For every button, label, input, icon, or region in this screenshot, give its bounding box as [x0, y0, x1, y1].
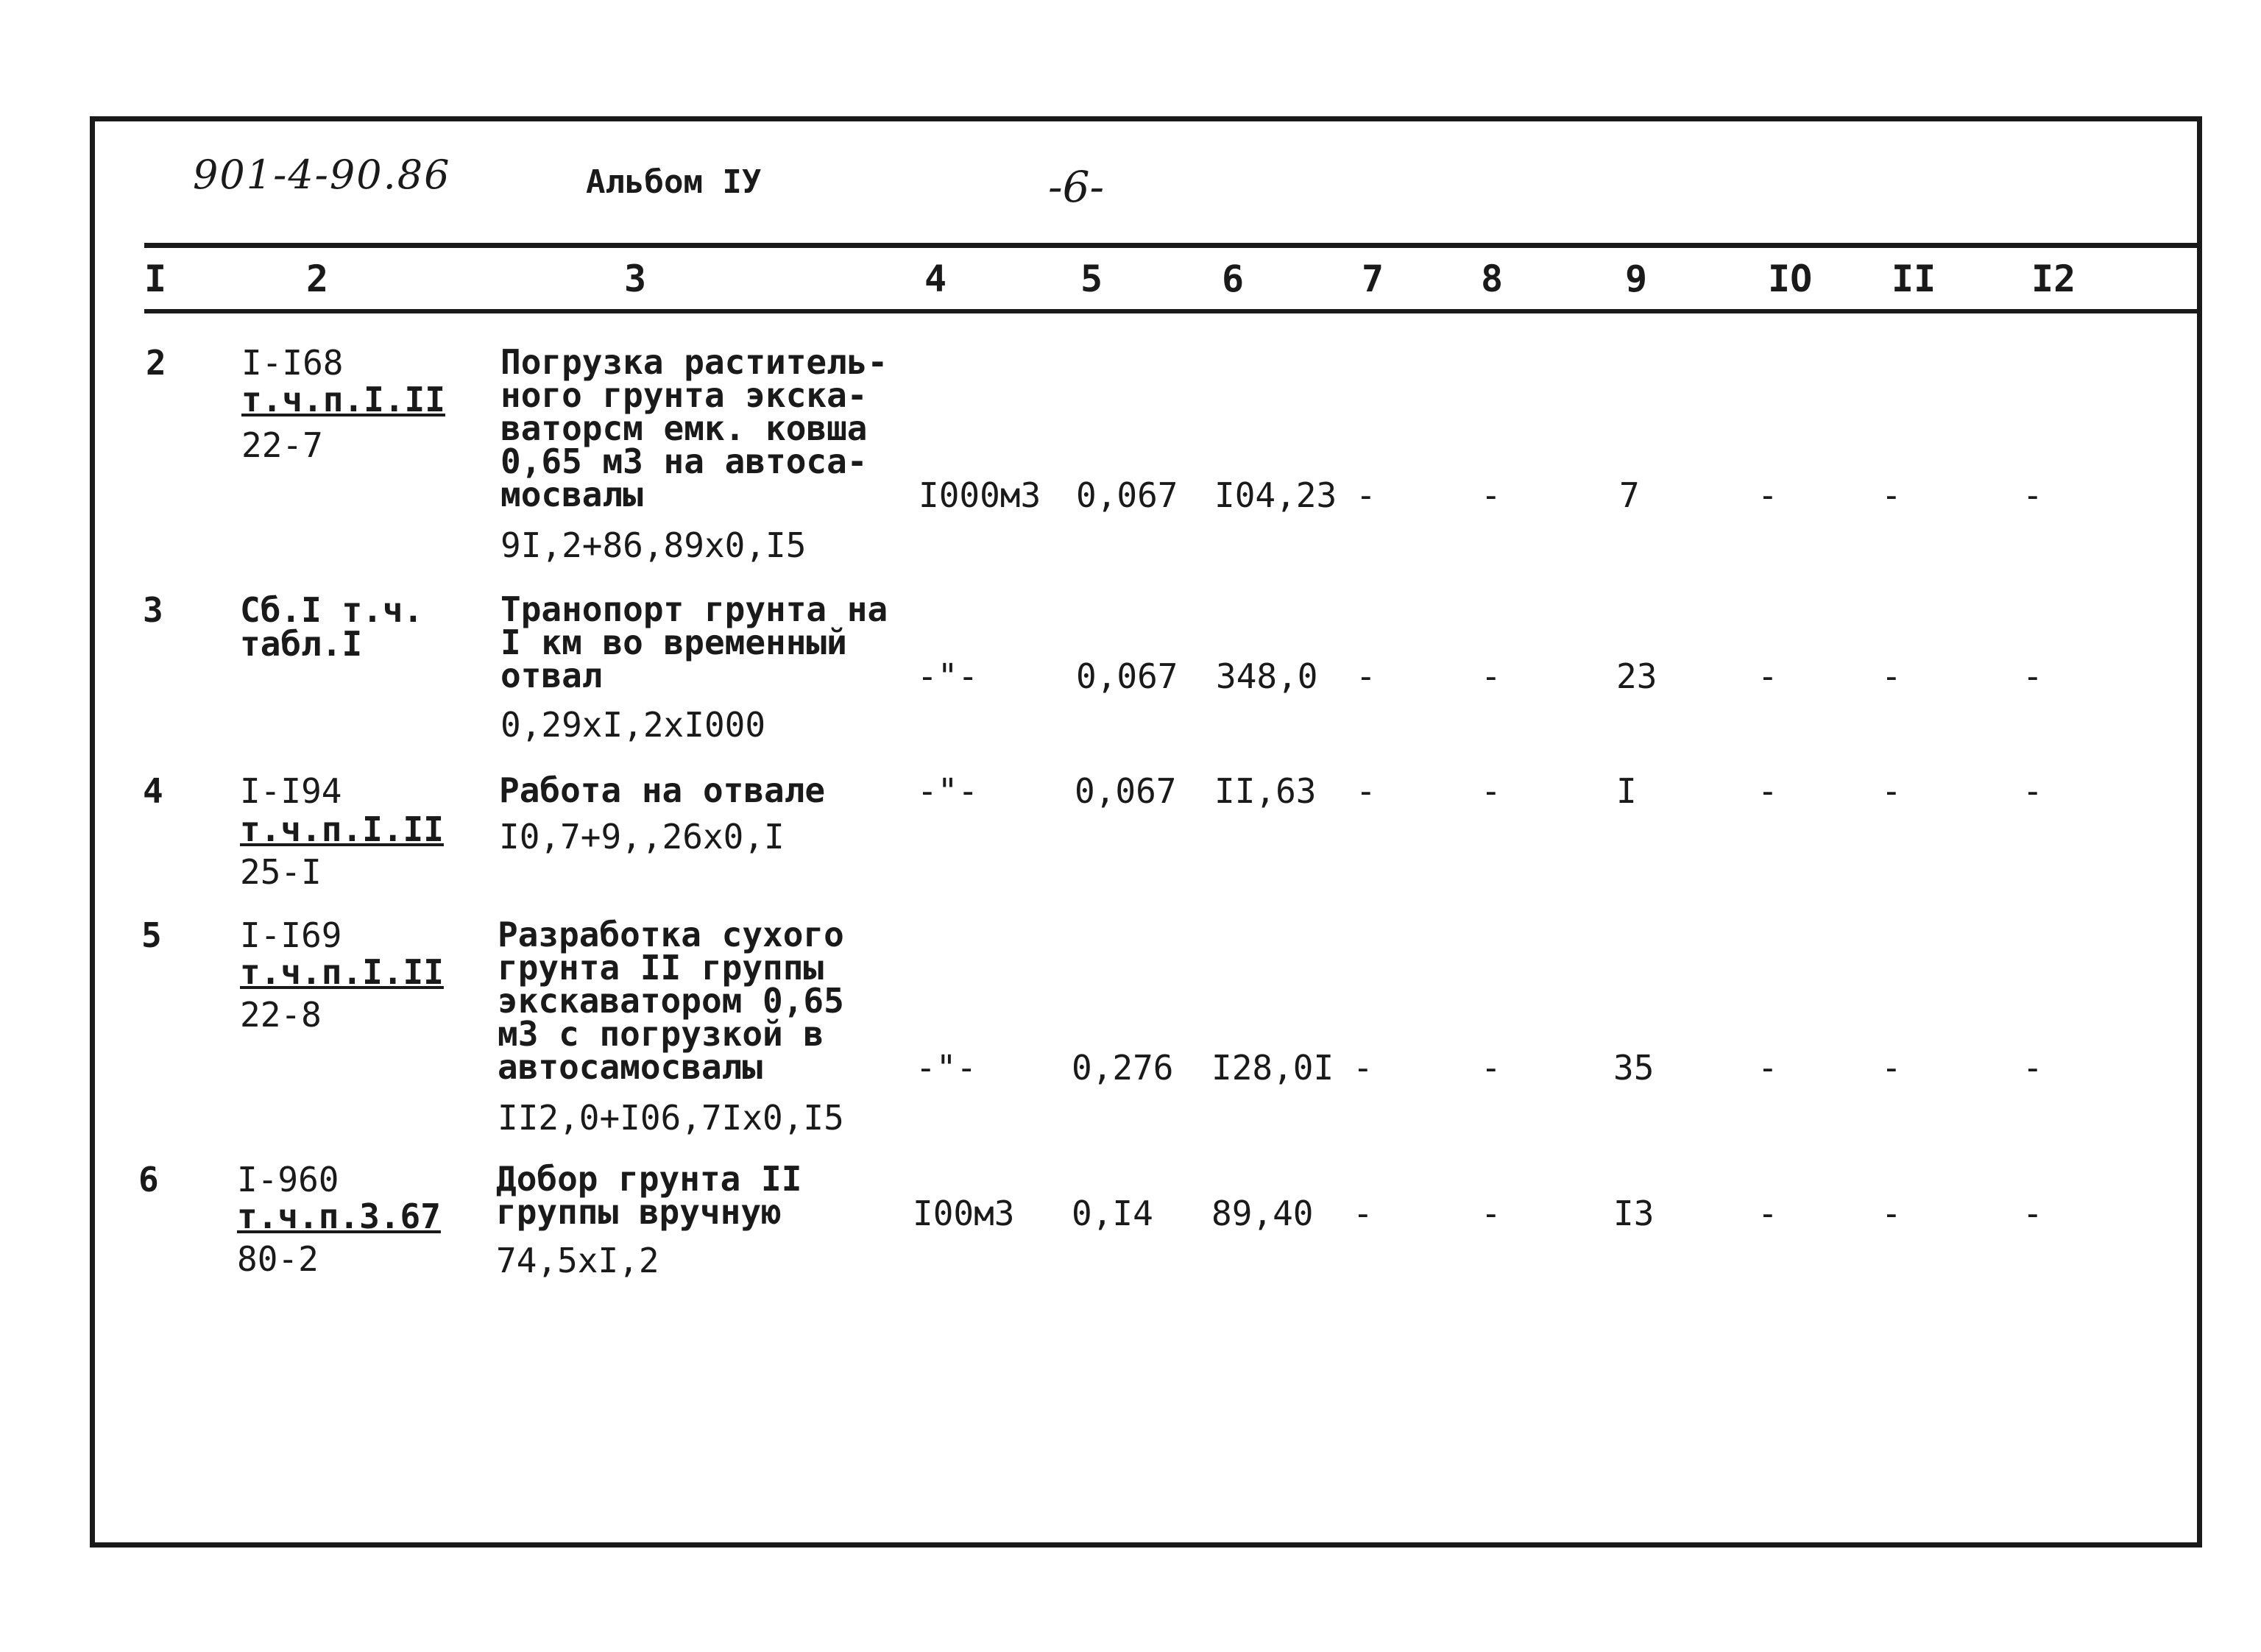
price-formula: II2,0+I06,7Ix0,I5	[498, 1098, 844, 1138]
col7-cell: -	[1356, 475, 1376, 515]
col8-cell: -	[1481, 771, 1501, 811]
unit-cell: -"-	[916, 1048, 977, 1088]
header-rule-bottom	[144, 309, 2202, 313]
unit-price-cell: II,63	[1214, 771, 1317, 811]
col8-cell: -	[1481, 656, 1501, 696]
work-description: Добор грунта II группы вручную	[496, 1159, 802, 1232]
col12-cell: -	[2023, 1048, 2043, 1088]
col-header-4: 4	[924, 258, 947, 300]
norm-reference: т.ч.п.I.II	[240, 952, 444, 992]
col-header-1: I	[144, 258, 167, 300]
header-rule-top	[144, 243, 2202, 248]
norm-code: Сб.I т.ч.	[240, 590, 424, 630]
row-number: 4	[143, 771, 163, 811]
col10-cell: -	[1758, 1194, 1778, 1233]
col-header-10: IO	[1768, 258, 1813, 300]
unit-cell: -"-	[917, 656, 979, 696]
col-header-7: 7	[1362, 258, 1384, 300]
col11-cell: -	[1881, 475, 1902, 515]
col9-cell: 35	[1613, 1048, 1655, 1088]
col-header-6: 6	[1222, 258, 1245, 300]
unit-price-cell: I28,0I	[1211, 1048, 1334, 1088]
col7-cell: -	[1356, 771, 1376, 811]
col9-cell: I3	[1613, 1194, 1655, 1233]
quantity-cell: 0,067	[1076, 656, 1178, 696]
work-description: Разработка сухого грунта II группы экскаватором 0,65 м3 с погрузкой в автосамосвалы	[498, 915, 844, 1087]
col-header-9: 9	[1625, 258, 1648, 300]
unit-price-cell: 89,40	[1211, 1194, 1314, 1233]
col-header-8: 8	[1481, 258, 1504, 300]
norm-code: I-I94	[240, 771, 342, 811]
price-formula: 9I,2+86,89x0,I5	[500, 525, 807, 565]
col-header-11: II	[1892, 258, 1936, 300]
col11-cell: -	[1881, 771, 1902, 811]
quantity-cell: 0,067	[1075, 771, 1177, 811]
col11-cell: -	[1881, 656, 1902, 696]
row-number: 5	[141, 915, 162, 955]
col7-cell: -	[1353, 1194, 1373, 1233]
album-label: Альбом IУ	[586, 163, 762, 201]
price-formula: 0,29xI,2xI000	[500, 705, 766, 745]
col8-cell: -	[1481, 475, 1501, 515]
quantity-cell: 0,276	[1072, 1048, 1174, 1088]
col9-cell: 7	[1619, 475, 1640, 515]
col12-cell: -	[2023, 656, 2043, 696]
unit-cell: -"-	[917, 771, 979, 811]
norm-reference: т.ч.п.3.67	[237, 1197, 441, 1236]
norm-table: 80-2	[237, 1239, 319, 1279]
norm-table: 25-I	[240, 852, 322, 892]
col11-cell: -	[1881, 1194, 1902, 1233]
work-description: Транопорт грунта на I км во временный отвал	[500, 589, 888, 695]
col-header-5: 5	[1080, 258, 1103, 300]
quantity-cell: 0,067	[1076, 475, 1178, 515]
col7-cell: -	[1353, 1048, 1373, 1088]
unit-cell: I00м3	[913, 1194, 1015, 1233]
work-description: Погрузка раститель- ного грунта экска- ваторсм емк. ковша 0,65 м3 на автоса- мосвалы	[500, 342, 888, 514]
col12-cell: -	[2023, 771, 2043, 811]
unit-price-cell: I04,23	[1214, 475, 1337, 515]
norm-code: I-I68	[241, 343, 344, 383]
row-number: 2	[146, 343, 166, 383]
col8-cell: -	[1481, 1048, 1501, 1088]
norm-table: 22-7	[241, 425, 323, 465]
price-formula: 74,5xI,2	[496, 1241, 659, 1280]
norm-code: I-I69	[240, 915, 342, 955]
col-header-2: 2	[306, 258, 329, 300]
unit-price-cell: 348,0	[1216, 656, 1318, 696]
norm-table: табл.I	[240, 624, 363, 664]
col12-cell: -	[2023, 475, 2043, 515]
col10-cell: -	[1758, 771, 1778, 811]
col12-cell: -	[2023, 1194, 2043, 1233]
col7-cell: -	[1356, 656, 1376, 696]
norm-code: I-960	[237, 1160, 339, 1199]
col10-cell: -	[1758, 656, 1778, 696]
col-header-3: 3	[624, 258, 647, 300]
col10-cell: -	[1758, 475, 1778, 515]
page-number: -6-	[1048, 162, 1105, 212]
price-formula: I0,7+9,,26x0,I	[499, 817, 785, 857]
row-number: 3	[143, 590, 163, 630]
norm-reference: т.ч.п.I.II	[241, 380, 445, 419]
col-header-12: I2	[2031, 258, 2076, 300]
quantity-cell: 0,I4	[1072, 1194, 1153, 1233]
col11-cell: -	[1881, 1048, 1902, 1088]
col9-cell: I	[1616, 771, 1637, 811]
col9-cell: 23	[1616, 656, 1657, 696]
document-number: 901-4-90.86	[193, 152, 451, 198]
work-description: Работа на отвале	[499, 770, 826, 810]
col8-cell: -	[1481, 1194, 1501, 1233]
col10-cell: -	[1758, 1048, 1778, 1088]
norm-table: 22-8	[240, 995, 322, 1035]
row-number: 6	[138, 1160, 159, 1199]
unit-cell: I000м3	[919, 475, 1041, 515]
norm-reference: т.ч.п.I.II	[240, 809, 444, 849]
